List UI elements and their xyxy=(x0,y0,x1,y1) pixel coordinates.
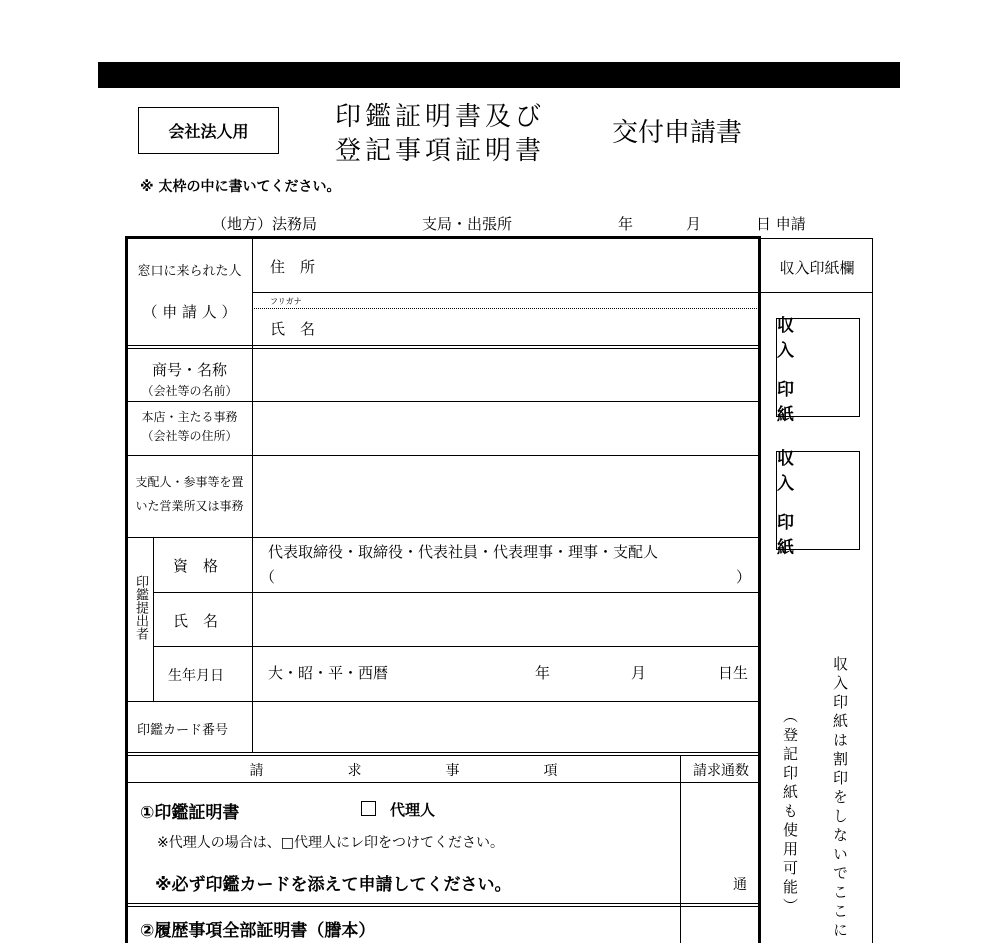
agent-note: ※代理人の場合は、□代理人にレ印をつけてください。 xyxy=(157,835,504,851)
count-header: 請求通数 xyxy=(693,763,749,779)
branch-office-field[interactable] xyxy=(254,457,757,536)
instruction-note: ※ 太枠の中に書いてください。 xyxy=(140,179,341,195)
name-field[interactable] xyxy=(340,312,750,344)
company-office-label: 本店・主たる事務 xyxy=(141,410,238,424)
title-line-3: 交付申請書 xyxy=(612,118,743,148)
company-office-sub: （会社等の住所） xyxy=(141,429,238,444)
branch-office-label-2: いた営業所又は事務 xyxy=(135,499,244,513)
company-name-field[interactable] xyxy=(254,350,757,400)
revenue-stamp-box-2: 収 入 印 紙 xyxy=(776,451,860,550)
company-name-label: 商号・名称 xyxy=(151,361,227,379)
title-line-1: 印鑑証明書及び xyxy=(335,102,546,132)
applicant-sub-label: （ 申 請 人 ） xyxy=(142,303,237,321)
title-line-2: 登記事項証明書 xyxy=(335,136,546,166)
address-field[interactable] xyxy=(340,242,750,290)
era-options[interactable]: 大・昭・平・西暦 xyxy=(268,664,389,682)
name-label: 氏 名 xyxy=(270,320,316,338)
birth-month-label: 月 xyxy=(631,664,647,682)
card-number-field[interactable] xyxy=(254,703,757,751)
day-label: 日 申請 xyxy=(756,215,806,233)
stamp-note-no-seal: 収入印紙は割印をしないでここに xyxy=(831,656,849,941)
submitter-group-label: 印鑑提出者 xyxy=(133,575,148,640)
stamp-note-registry: （登記印紙も使用可能） xyxy=(781,708,799,917)
revenue-stamp-box-1: 収 入 印 紙 xyxy=(776,318,860,417)
year-label: 年 xyxy=(618,215,634,233)
card-note: ※必ず印鑑カードを添えて申請してください。 xyxy=(155,875,512,895)
stamp-column-header: 収入印紙欄 xyxy=(779,259,855,277)
month-label: 月 xyxy=(686,215,702,233)
birth-day-label: 日生 xyxy=(718,664,749,682)
company-name-sub: （会社等の名前） xyxy=(141,384,238,398)
item1-title: ①印鑑証明書 xyxy=(140,803,240,823)
furigana-label: フリガナ xyxy=(270,297,302,306)
item1-count-unit: 通 xyxy=(733,877,747,893)
applicant-label: 窓口に来られた人 xyxy=(137,264,242,279)
paren-close: ） xyxy=(736,568,752,586)
agent-label: 代理人 xyxy=(390,801,436,819)
branch-label: 支局・出張所 xyxy=(422,215,513,233)
card-number-label: 印鑑カード番号 xyxy=(137,723,229,738)
birthdate-label: 生年月日 xyxy=(168,668,224,684)
address-label: 住 所 xyxy=(270,258,316,276)
paren-open: （ xyxy=(260,568,276,586)
qualification-label: 資 格 xyxy=(173,557,219,575)
item2-title: ②履歴事項全部証明書（謄本） xyxy=(140,921,376,941)
item1-count-field[interactable] xyxy=(682,784,742,870)
submitter-name-label: 氏 名 xyxy=(173,612,219,630)
submitter-name-field[interactable] xyxy=(254,594,757,645)
agent-checkbox[interactable] xyxy=(361,801,376,816)
header-bar xyxy=(98,62,900,88)
office-label: （地方）法務局 xyxy=(212,215,318,233)
birth-year-label: 年 xyxy=(535,664,551,682)
request-header: 請 求 事 項 xyxy=(249,763,558,779)
qualification-options[interactable]: 代表取締役・取締役・代表社員・代表理事・理事・支配人 xyxy=(268,543,659,561)
branch-office-label-1: 支配人・参事等を置 xyxy=(135,475,244,489)
company-office-field[interactable] xyxy=(254,403,757,454)
form-type-badge: 会社法人用 xyxy=(138,107,279,154)
